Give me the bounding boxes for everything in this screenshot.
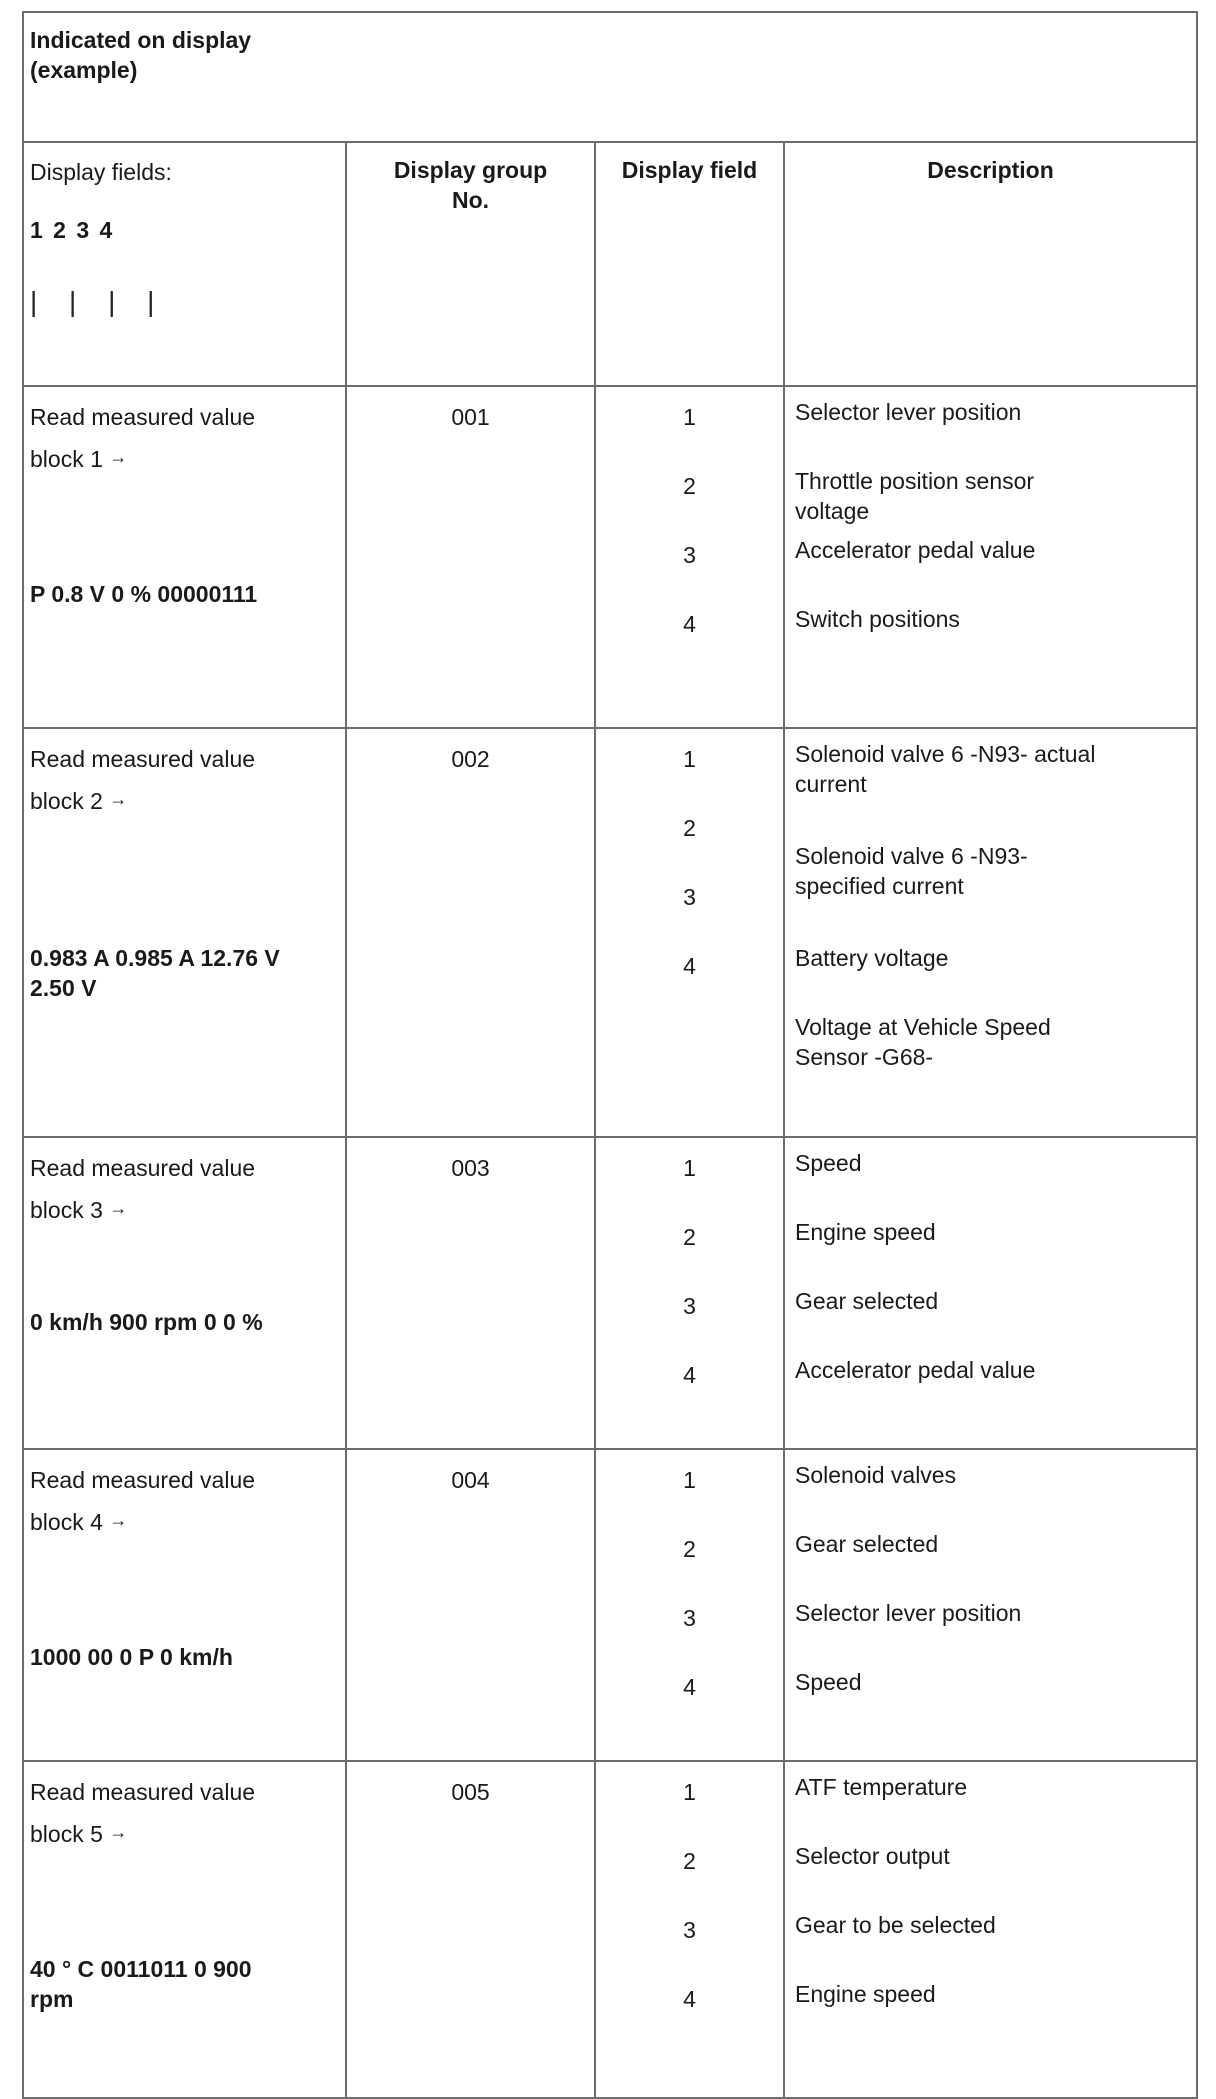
description-item xyxy=(795,1148,1190,1217)
display-group-header-line2: No. xyxy=(451,187,490,213)
table-title xyxy=(24,13,1196,97)
arrow-right-icon: → xyxy=(109,1198,128,1218)
description-line: Battery voltage xyxy=(795,945,949,971)
field-number: 4 xyxy=(683,1674,696,1700)
description-line: Engine speed xyxy=(795,1981,936,2007)
field-number: 1 xyxy=(683,746,696,772)
block-4-descriptions xyxy=(784,1449,1197,1761)
description-item xyxy=(795,1286,1190,1355)
description-item xyxy=(795,1529,1190,1598)
block-row-5 xyxy=(23,1761,1197,2098)
description-header-cell xyxy=(784,142,1197,386)
description-line: ATF temperature xyxy=(795,1774,968,1800)
measured-value-table xyxy=(22,11,1198,2099)
block-4-title-line2 xyxy=(30,1500,339,1542)
block-row-1 xyxy=(23,386,1197,728)
description-item xyxy=(795,841,1190,943)
display-field-header-cell xyxy=(595,142,784,386)
description-item xyxy=(795,535,1190,604)
column-header-row xyxy=(23,142,1197,386)
table-title-line1: Indicated on display xyxy=(30,27,252,53)
field-number: 2 xyxy=(683,473,696,499)
block-4-group-number: 004 xyxy=(346,1449,595,1761)
field-number: 2 xyxy=(683,815,696,841)
description-line: Solenoid valve 6 -N93- actual xyxy=(795,741,1096,767)
description-item xyxy=(795,1460,1190,1529)
block-5-title-line2 xyxy=(30,1812,339,1854)
arrow-right-icon: → xyxy=(109,789,128,809)
field-number: 1 xyxy=(683,1779,696,1805)
description-item xyxy=(795,943,1190,1012)
block-4-fields xyxy=(595,1449,784,1761)
description-item xyxy=(795,1355,1190,1424)
measured-value-table-page xyxy=(22,11,1196,2030)
block-2-example-reading xyxy=(30,943,339,1003)
description-line: Gear to be selected xyxy=(795,1912,996,1938)
display-fields-bars: | | | | xyxy=(30,286,167,317)
block-3-fields xyxy=(595,1137,784,1449)
field-number: 2 xyxy=(683,1224,696,1250)
field-number: 1 xyxy=(683,404,696,430)
block-4-label: block 4 xyxy=(30,1509,103,1535)
description-item xyxy=(795,1012,1190,1081)
description-line: Sensor -G68- xyxy=(795,1044,934,1070)
block-2-group-number: 002 xyxy=(346,728,595,1137)
block-1-title-line2 xyxy=(30,437,339,479)
block-row-4 xyxy=(23,1449,1197,1761)
block-2-example-line1: 0.983 A 0.985 A 12.76 V xyxy=(30,945,280,971)
field-number: 4 xyxy=(683,953,696,979)
block-5-example-line2: rpm xyxy=(30,1986,74,2012)
description-line: Engine speed xyxy=(795,1219,936,1245)
display-fields-cell xyxy=(23,142,346,386)
block-3-title xyxy=(30,1148,339,1230)
block-1-title-line1: Read measured value xyxy=(30,404,256,430)
block-1-example-reading xyxy=(30,579,339,609)
description-item xyxy=(795,604,1190,673)
field-number: 3 xyxy=(683,884,696,910)
block-3-example-line1: 0 km/h 900 rpm 0 0 % xyxy=(30,1309,263,1335)
description-header: Description xyxy=(927,157,1054,183)
block-2-descriptions xyxy=(784,728,1197,1137)
description-item xyxy=(795,1841,1190,1910)
block-4-example-line1: 1000 00 0 P 0 km/h xyxy=(30,1644,233,1670)
description-line: voltage xyxy=(795,498,870,524)
field-number: 1 xyxy=(683,1155,696,1181)
block-2-cell xyxy=(23,728,346,1137)
description-item xyxy=(795,1667,1190,1736)
block-4-cell xyxy=(23,1449,346,1761)
block-1-example-line1: P 0.8 V 0 % 00000111 xyxy=(30,581,258,607)
field-number: 4 xyxy=(683,1362,696,1388)
display-field-header: Display field xyxy=(621,157,758,183)
field-number: 1 xyxy=(683,1467,696,1493)
description-line: Selector lever position xyxy=(795,399,1022,425)
description-item xyxy=(795,1979,1190,2048)
arrow-right-icon: → xyxy=(109,1822,128,1842)
display-group-header-line1: Display group xyxy=(393,157,548,183)
description-line: Gear selected xyxy=(795,1531,939,1557)
block-3-label: block 3 xyxy=(30,1197,103,1223)
description-line: Voltage at Vehicle Speed xyxy=(795,1014,1051,1040)
table-title-row xyxy=(23,12,1197,142)
block-4-example-reading xyxy=(30,1642,339,1672)
block-3-example-reading xyxy=(30,1307,339,1337)
display-fields-numbers: 1 2 3 4 xyxy=(30,217,115,243)
arrow-right-icon: → xyxy=(109,447,128,467)
block-2-example-line2: 2.50 V xyxy=(30,975,97,1001)
block-row-2 xyxy=(23,728,1197,1137)
display-group-header-cell xyxy=(346,142,595,386)
block-1-fields xyxy=(595,386,784,728)
description-line: Gear selected xyxy=(795,1288,939,1314)
description-line: Solenoid valves xyxy=(795,1462,957,1488)
block-5-descriptions xyxy=(784,1761,1197,2098)
field-number: 4 xyxy=(683,611,696,637)
description-item xyxy=(795,466,1190,535)
block-2-title-line2 xyxy=(30,779,339,821)
field-number: 3 xyxy=(683,542,696,568)
description-line: current xyxy=(795,771,867,797)
block-2-label: block 2 xyxy=(30,788,103,814)
field-number: 3 xyxy=(683,1293,696,1319)
description-item xyxy=(795,1217,1190,1286)
description-item xyxy=(795,397,1190,466)
block-5-example-reading xyxy=(30,1954,339,2014)
block-2-title-line1: Read measured value xyxy=(30,746,256,772)
block-1-descriptions xyxy=(784,386,1197,728)
description-line: Throttle position sensor xyxy=(795,468,1035,494)
field-number: 2 xyxy=(683,1848,696,1874)
field-number: 4 xyxy=(683,1986,696,2012)
description-line: Accelerator pedal value xyxy=(795,1357,1036,1383)
block-2-title xyxy=(30,739,339,821)
block-5-example-line1: 40 ° C 0011011 0 900 xyxy=(30,1956,252,1982)
display-group-header xyxy=(347,143,594,215)
table-title-cell xyxy=(23,12,1197,142)
block-3-title-line1: Read measured value xyxy=(30,1155,256,1181)
description-line: specified current xyxy=(795,873,964,899)
block-5-title-line1: Read measured value xyxy=(30,1779,256,1805)
block-3-descriptions xyxy=(784,1137,1197,1449)
description-line: Selector lever position xyxy=(795,1600,1022,1626)
field-number: 3 xyxy=(683,1605,696,1631)
block-3-group-number: 003 xyxy=(346,1137,595,1449)
display-fields-label: Display fields: xyxy=(30,159,172,185)
table-title-line2: (example) xyxy=(30,57,138,83)
block-3-title-line2 xyxy=(30,1188,339,1230)
field-number: 3 xyxy=(683,1917,696,1943)
description-item xyxy=(795,1910,1190,1979)
block-1-cell xyxy=(23,386,346,728)
description-item xyxy=(795,1598,1190,1667)
block-1-label: block 1 xyxy=(30,446,103,472)
description-line: Selector output xyxy=(795,1843,950,1869)
block-2-fields xyxy=(595,728,784,1137)
description-line: Accelerator pedal value xyxy=(795,537,1036,563)
block-5-label: block 5 xyxy=(30,1821,103,1847)
description-item xyxy=(795,739,1190,841)
block-1-group-number: 001 xyxy=(346,386,595,728)
arrow-right-icon: → xyxy=(109,1510,128,1530)
field-number: 2 xyxy=(683,1536,696,1562)
block-5-fields xyxy=(595,1761,784,2098)
block-4-title-line1: Read measured value xyxy=(30,1467,256,1493)
block-row-3 xyxy=(23,1137,1197,1449)
block-1-title xyxy=(30,397,339,479)
description-line: Switch positions xyxy=(795,606,960,632)
description-line: Solenoid valve 6 -N93- xyxy=(795,843,1028,869)
block-3-cell xyxy=(23,1137,346,1449)
block-5-title xyxy=(30,1772,339,1854)
block-5-group-number: 005 xyxy=(346,1761,595,2098)
description-line: Speed xyxy=(795,1150,862,1176)
block-5-cell xyxy=(23,1761,346,2098)
block-4-title xyxy=(30,1460,339,1542)
description-item xyxy=(795,1772,1190,1841)
description-line: Speed xyxy=(795,1669,862,1695)
